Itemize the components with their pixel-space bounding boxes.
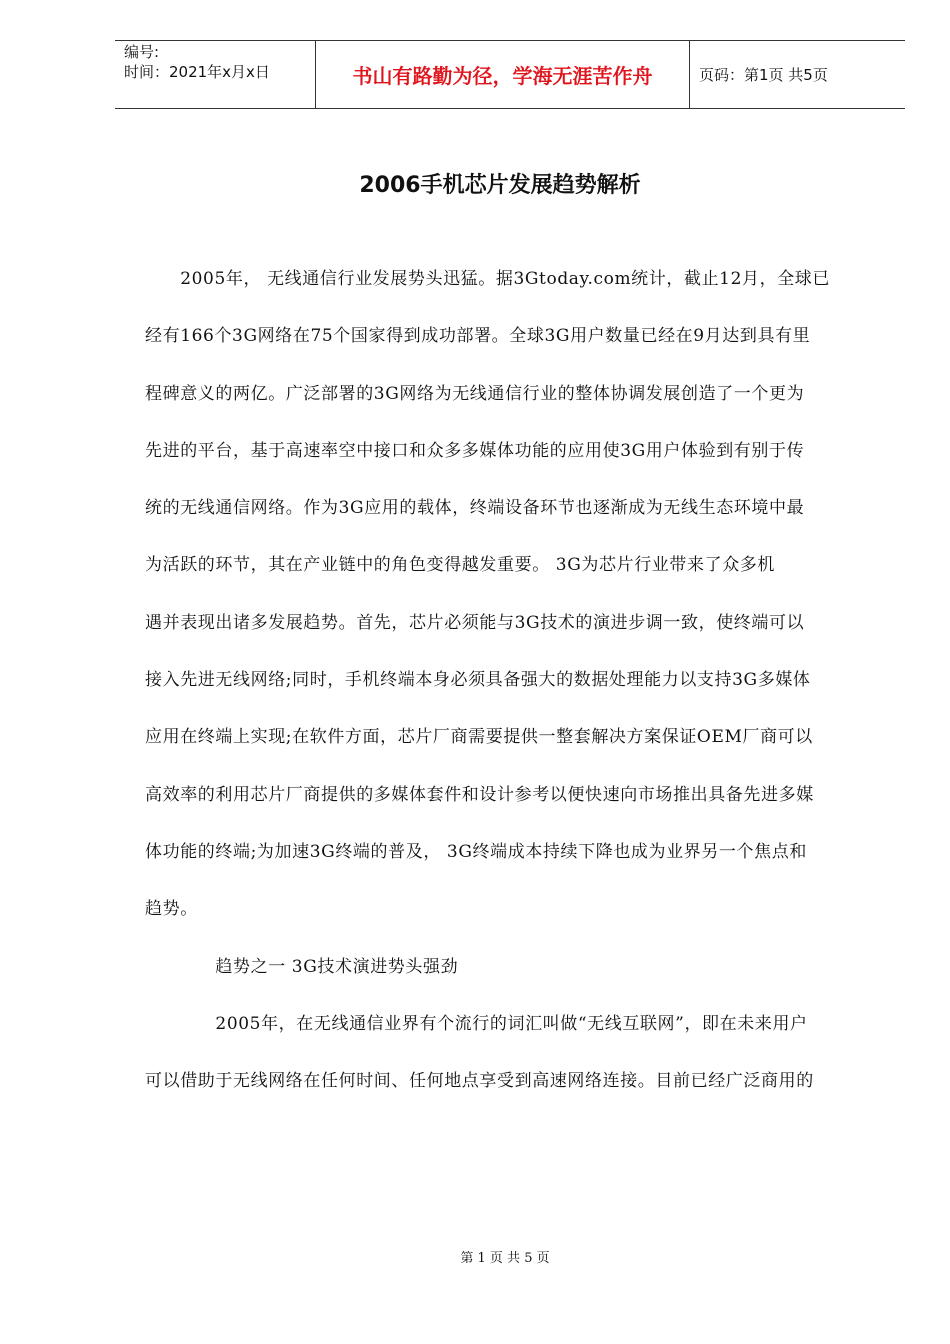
time-label: 时间：2021年x月x日 <box>124 63 270 81</box>
text-line: 为活跃的环节，其在产业链中的角色变得越发重要。 3G为芯片行业带来了众多机 <box>145 555 775 576</box>
section-heading: 趋势之一 3G技术演进势头强劲 <box>145 956 459 977</box>
text-line: 遇并表现出诸多发展趋势。首先，芯片必须能与3G技术的演进步调一致，使终端可以 <box>145 612 805 633</box>
document-title: 2006手机芯片发展趋势解析 <box>359 173 641 198</box>
text-line: 应用在终端上实现;在软件方面，芯片厂商需要提供一整套解决方案保证OEM厂商可以 <box>145 727 813 748</box>
page-header <box>115 40 905 109</box>
text-line: 体功能的终端;为加速3G终端的普及， 3G终端成本持续下降也成为业界另一个焦点和 <box>145 841 807 862</box>
paragraph-2 <box>145 1009 875 1124</box>
text-line: 先进的平台，基于高速率空中接口和众多多媒体功能的应用使3G用户体验到有别于传 <box>145 440 805 461</box>
text-line: 接入先进无线网络;同时，手机终端本身必须具备强大的数据处理能力以支持3G多媒体 <box>145 670 811 691</box>
number-label: 编号: <box>124 43 160 61</box>
text-line: 经有166个3G网络在75个国家得到成功部署。全球3G用户数量已经在9月达到具有里 <box>145 326 811 347</box>
text-line: 2005年， 无线通信行业发展势头迅猛。据3Gtoday.com统计，截止12月，全球已 <box>145 269 831 289</box>
text-line: 2005年，在无线通信业界有个流行的词汇叫做“无线互联网”，即在未来用户 <box>145 1013 808 1034</box>
page-footer: 第 1 页 共 5 页 <box>460 1251 550 1266</box>
paragraph-1 <box>145 264 875 952</box>
text-line: 可以借助于无线网络在任何时间、任何地点享受到高速网络连接。目前已经广泛商用的 <box>145 1071 814 1092</box>
text-line: 统的无线通信网络。作为3G应用的载体，终端设备环节也逐渐成为无线生态环境中最 <box>145 498 805 519</box>
header-meta-cell <box>115 41 316 108</box>
document-body <box>145 264 875 1123</box>
text-line: 程碑意义的两亿。广泛部署的3G网络为无线通信行业的整体协调发展创造了一个更为 <box>145 383 805 404</box>
header-page-label: 页码：第1页 共5页 <box>699 66 828 84</box>
header-motto: 书山有路勤为径，学海无涯苦作舟 <box>316 41 690 108</box>
text-line: 趋势。 <box>145 899 198 920</box>
text-line: 高效率的利用芯片厂商提供的多媒体套件和设计参考以便快速向市场推出具备先进多媒 <box>145 784 814 805</box>
